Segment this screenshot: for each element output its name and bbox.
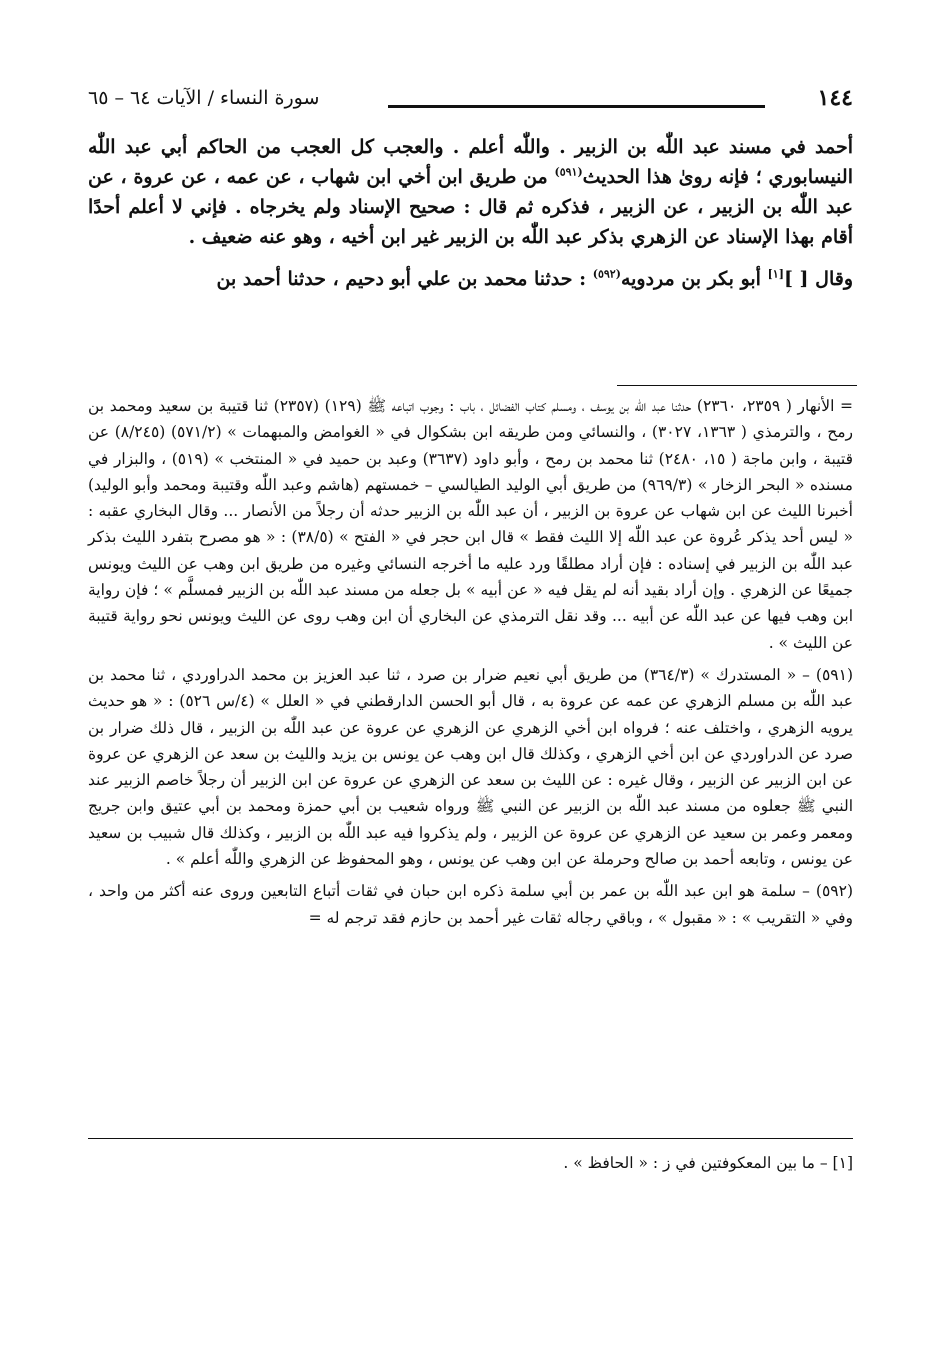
editor-note-separator [88, 1138, 853, 1139]
main-paragraph-1 [88, 132, 853, 252]
paragraph-text: من طريق ابن أخي ابن شهاب ، عن عمه ، عن عروة ، عن عبد اللّٰه بن الزبير ، عن الزبير ، فذكره ثم قال : صحيح الإسناد ولم يخرجاه . فإني لا أعلم أحدًا أقام بهذا الإسناد عن الزهري بذكر عبد اللّٰه بن الزبير غير ابن أخيه ، وهو عنه ضعيف . [88, 166, 853, 248]
paragraph-text: أحمد في مسند عبد اللّٰه بن الزبير . واللّٰه أعلم . والعجب كل العجب من الحاكم أبي عبد اللّٰه النيسابوري ؛ فإنه روىٰ هذا الحديث [88, 136, 853, 188]
page-number: ١٤٤ [817, 85, 853, 111]
editor-note: [١] – ما بين المعكوفتين في ز : « الحافظ » . [563, 1154, 853, 1172]
paragraph-text: أبو بكر بن مردويه [620, 268, 768, 290]
footnote-592: (٥٩٢) – سلمة هو ابن عبد اللّٰه بن عمر بن أبي سلمة ذكره ابن حبان في ثقات أتباع التابعين وروى عنه أكثر من واحد ، وفي « التقريب » : « مقبول » ، وباقي رجاله ثقات غير أحمد بن حازم فقد ترجم له = [88, 882, 853, 927]
header-rule [388, 105, 765, 108]
running-title: سورة النساء / الآيات ٦٤ – ٦٥ [88, 87, 320, 109]
footnotes [88, 393, 853, 937]
main-paragraph-2 [88, 264, 853, 294]
footnote-continued: = الأنهار ( ٢٣٥٩، ٢٣٦٠) حدثنا عبد اللّٰه بن يوسف ، ومسلم كتاب الفضائل ، باب : وجوب اتباعه ﷺ (١٢٩) (٢٣٥٧) ثنا قتيبة بن سعيد ومحمد بن رمح ، والترمذي ( ١٣٦٣، ٣٠٢٧) ، والنسائي ومن طريقه ابن بشكوال في « الغوامض والمبهمات » (٥٧١/٢) (٨/٢٤٥) عن قتيبة ، وابن ماجة ( ١٥، ٢٤٨٠) ثنا محمد بن رمح ، وأبو داود (٣٦٣٧) وعبد بن حميد في « المنتخب » (٥١٩) ، والبزار في مسنده « البحر الزخار » (٩٦٩/٣) من طريق أبي الوليد الطيالسي – خمستهم (هاشم وعبد اللّٰه وقتيبة ومحمد وأبو الوليد) أخبرنا الليث عن ابن شهاب عن عروة بن الزبير ، أن عبد اللّٰه بن الزبير حدثه أن رجلاً من الأنصار ... وقال البخاري عقبه : « ليس أحد يذكر عُروة عن عبد اللّٰه إلا الليث فقط » قال ابن حجر في « الفتح » (٣٨/٥) : « هو مصرح بتفرد الليث بذكر عبد اللّٰه بن الزبير في إسناده : فإن أراد مطلقًا ورد عليه ما أخرجه النسائي وغيره من طريق ابن وهب عن الليث ويونس جميعًا عن الزهري . وإن أراد بقيد أنه لم يقل فيه « عن أبيه » بل جعله من مسند عبد اللّٰه بن الزبير فمسلَّم » ؛ فإن رواية ابن وهب فيها عن عبد اللّٰه عن أبيه ... وقد نقل الترمذي عن البخاري أن ابن وهب روى عن الليث ويونس نحو رواية قتيبة عن الليث » . [88, 397, 853, 652]
footnote-591: (٥٩١) – « المستدرك » (٣٦٤/٣) من طريق أبي نعيم ضرار بن صرد ، ثنا عبد العزيز بن محمد الدراوردي ، ثنا محمد بن عبد اللّٰه بن مسلم الزهري عن عمه عن عروة به ، قال أبو الحسن الدارقطني في « العلل » (٤/س ٥٢٦) : « هو حديث يرويه الزهري ، واختلف عنه ؛ فرواه ابن أخي الزهري عن الزهري عن عروة عن عبد اللّٰه بن الزبير ، قال ذلك ضرار بن صرد عن الدراوردي عن ابن أخي الزهري ، وكذلك قال ابن وهب عن يونس بن يزيد والليث بن سعد عن الزهري عن عروة عن ابن الزبير عن الزبير ، وقال غيره : عن الليث بن سعد عن الزهري عن عروة عن ابن الزبير أن رجلاً خاصم الزبير عند النبي ﷺ جعلوه من مسند عبد اللّٰه بن الزبير عن النبي ﷺ ورواه شعيب بن أبي حمزة ومحمد بن أبي عتيق وابن جريج ومعمر وعمر بن سعيد عن الزهري عن عروة عن الزبير ، ولم يذكروا فيه عبد اللّٰه بن الزبير ، وكذلك قال شبيب بن سعيد عن يونس ، وتابعه أحمد بن صالح وحرملة عن ابن وهب عن يونس ، وهو المحفوظ عن الزهري واللّٰه أعلم » . [88, 665, 853, 869]
paragraph-text: : حدثنا محمد بن علي أبو دحيم ، حدثنا أحمد بن [216, 268, 593, 290]
footnote-ref-591: (٥٩١) [554, 165, 583, 179]
running-header [88, 85, 853, 125]
editor-ref-1: [١] [767, 267, 784, 281]
paragraph-text: وقال [ ] [783, 268, 853, 290]
footnote-ref-592: (٥٩٢) [592, 267, 621, 281]
main-text [88, 132, 853, 294]
footnote-separator [617, 385, 857, 386]
